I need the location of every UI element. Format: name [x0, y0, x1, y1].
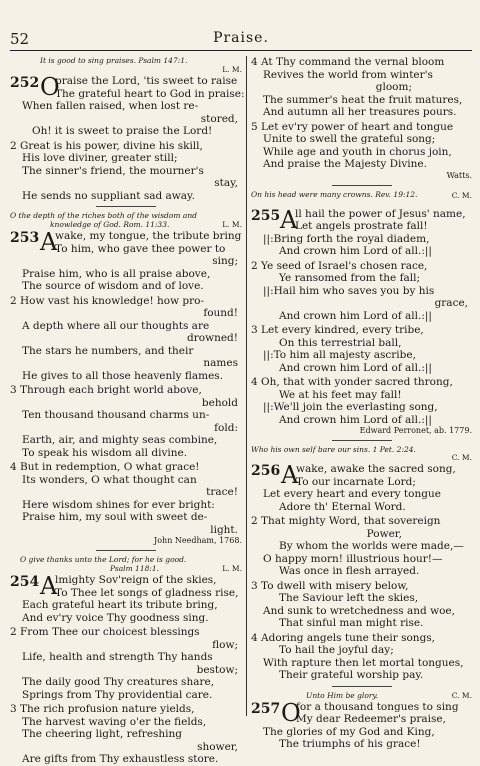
hymn-255-caption: On his head were many crowns. Rev. 19:12.: [251, 189, 418, 199]
hymn-256-dropcap: A: [281, 461, 299, 489]
hymn-252-meter: L. M.: [222, 65, 242, 74]
left-column: [10, 56, 245, 766]
hymn-separator: [332, 440, 392, 441]
verse-line: for a thousand tongues to sing: [296, 700, 459, 713]
verse-line: drowned!: [187, 332, 238, 344]
verse-line: Praise him, who is all praise above,: [22, 267, 211, 280]
hymn-254-verse-2: [10, 626, 242, 701]
verse-line: The glories of my God and King,: [263, 725, 435, 738]
hymn-254-meter: L. M.: [222, 564, 242, 573]
hymn-253-author: John Needham, 1768.: [154, 536, 242, 545]
verse-line: The cheering light, refreshing: [22, 728, 183, 740]
hymn-253-verse-4: [10, 461, 242, 536]
hymn-254-verse-4: [251, 56, 472, 119]
verse-line: light.: [210, 523, 238, 536]
hymn-255-verse-4: [251, 376, 472, 426]
hymn-256: [251, 445, 472, 682]
verse-line: He sends no suppliant sad away.: [22, 189, 195, 202]
hymn-257-verse-1: [251, 698, 472, 751]
hymn-separator: [332, 185, 392, 186]
verse-line: stored,: [200, 112, 238, 125]
verse-line: The Saviour left the skies,: [279, 592, 419, 604]
verse-line: Let angels prostrate fall!: [295, 220, 428, 232]
verse-line: trace!: [206, 486, 238, 498]
hymn-254-author: Watts.: [446, 170, 472, 180]
caption-text: knowledge of God. Rom. 11:33.: [50, 220, 170, 229]
verse-line: And ev'ry voice Thy goodness sing.: [22, 611, 209, 624]
verse-line: Was once in flesh arrayed.: [279, 565, 420, 577]
hymn-255-meter: C. M.: [451, 190, 472, 200]
hymn-255-verse-1: [251, 205, 472, 258]
hymn-257-meter: C. M.: [451, 690, 472, 700]
verse-line: 4 But in redemption, O what grace!: [10, 461, 200, 473]
verse-line: A depth where all our thoughts are: [22, 319, 210, 332]
verse-line: behold: [201, 396, 238, 409]
hymn-separator: [332, 686, 392, 687]
verse-line: And sunk to wretchedness and woe,: [263, 604, 455, 617]
hymn-255: [251, 190, 472, 437]
verse-line: To speak his wisdom all divine.: [22, 446, 188, 459]
hymn-253-dropcap: A: [40, 228, 58, 256]
right-column: [251, 56, 472, 751]
verse-line: Praise him, my soul with sweet de-: [22, 511, 208, 523]
hymn-separator: [96, 206, 156, 207]
verse-line: And crown him Lord of all.:||: [279, 309, 432, 322]
verse-line: Are gifts from Thy exhaustless store.: [22, 753, 219, 765]
verse-line: sing;: [212, 255, 238, 267]
verse-line: shower,: [197, 740, 238, 753]
hymn-254-number: 254: [10, 574, 40, 590]
hymn-252-dropcap: O: [40, 73, 60, 101]
verse-line: 5 Let ev'ry power of heart and tongue: [251, 120, 454, 133]
verse-line: And crown him Lord of all.:||: [279, 413, 432, 426]
verse-line: Here wisdom shines for ever bright:: [22, 498, 215, 511]
hymn-254-verse-5: [251, 121, 472, 171]
verse-line: ||:Hail him who saves you by his: [263, 284, 435, 297]
verse-line: The harvest waving o'er the fields,: [22, 715, 207, 728]
hymn-256-number: 256: [251, 463, 281, 479]
verse-line: The stars he numbers, and their: [22, 344, 194, 357]
verse-line: Oh! it is sweet to praise the Lord!: [32, 125, 213, 137]
verse-line: 2 From Thee our choicest blessings: [10, 626, 200, 638]
hymn-255-verse-3: [251, 324, 472, 374]
hymn-257-dropcap: O: [281, 698, 301, 727]
verse-line: My dear Redeemer's praise,: [296, 713, 446, 725]
hymn-separator: [96, 550, 156, 551]
verse-line: ||:Bring forth the royal diadem,: [263, 232, 430, 245]
verse-line: wake, my tongue, the tribute bring: [55, 230, 242, 242]
hymn-257: [251, 691, 472, 751]
verse-line: O happy morn! illustrious hour!—: [263, 552, 443, 565]
column-divider: [246, 56, 247, 716]
caption-text: It is good to sing praises. Psalm 147:1.: [40, 56, 188, 65]
verse-line: bestow;: [196, 663, 238, 676]
verse-line: 4 Oh, that with yonder sacred throng,: [251, 376, 453, 388]
verse-line: When fallen raised, when lost re-: [22, 100, 199, 112]
hymn-256-meter: C. M.: [451, 453, 472, 462]
verse-line: That sinful man might rise.: [279, 617, 424, 629]
verse-line: To Thee let songs of gladness rise,: [55, 586, 239, 599]
verse-line: 4 Adoring angels tune their songs,: [251, 631, 436, 644]
hymn-256-verse-3: [251, 580, 472, 630]
verse-line: lmighty Sov'reign of the skies,: [55, 574, 217, 586]
verse-line: Ye ransomed from the fall;: [279, 272, 421, 284]
verse-line: Ten thousand thousand charms un-: [22, 409, 210, 421]
verse-line: names: [203, 357, 238, 369]
verse-line: 2 That mighty Word, that sovereign: [251, 515, 441, 527]
verse-line: Adore th' Eternal Word.: [279, 500, 406, 513]
page-header: [10, 30, 472, 50]
verse-line: To our incarnate Lord;: [296, 475, 416, 488]
hymn-256-verse-1: [251, 463, 472, 513]
verse-line: Life, health and strength Thy hands: [22, 651, 213, 663]
caption-text: Unto Him be glory.: [306, 690, 379, 700]
verse-line: ll hail the power of Jesus' name,: [295, 207, 466, 220]
hymn-256-verse-2: [251, 515, 472, 578]
verse-line: His love diviner, greater still;: [22, 152, 178, 164]
verse-line: Let every heart and every tongue: [263, 488, 441, 500]
verse-line: praise the Lord, 'tis sweet to raise: [55, 75, 238, 87]
hymn-254-dropcap: A: [40, 572, 58, 600]
hymn-253: [10, 211, 242, 546]
hymn-252: [10, 56, 245, 202]
hymn-253-meter: L. M.: [222, 220, 242, 229]
hymn-254-verse-1: [10, 574, 242, 624]
hymn-253-verse-2: [10, 295, 242, 383]
hymn-257-number: 257: [251, 700, 281, 717]
verse-line: ||:To him all majesty ascribe,: [263, 349, 416, 361]
verse-line: And praise the Majesty Divine.: [263, 158, 427, 170]
hymn-255-dropcap: A: [280, 205, 298, 234]
verse-line: 4 At Thy command the vernal bloom: [251, 56, 445, 68]
verse-line: And crown him Lord of all.:||: [279, 361, 432, 374]
page-title: Praise.: [213, 30, 269, 46]
verse-line: 2 How vast his knowledge! how pro-: [10, 294, 205, 307]
verse-line: 3 To dwell with misery below,: [251, 579, 409, 592]
hymn-254-continued: [251, 56, 472, 181]
hymn-253-number: 253: [10, 230, 40, 246]
verse-line: The summer's heat the fruit matures,: [263, 93, 463, 106]
verse-line: On this terrestrial ball,: [279, 336, 402, 349]
verse-line: Its wonders, O what thought can: [22, 473, 197, 486]
hymn-252-verse-1: [10, 73, 245, 138]
verse-line: Power,: [366, 527, 402, 540]
verse-line: stay,: [214, 177, 238, 189]
verse-line: We at his feet may fall!: [279, 388, 402, 401]
hymn-255-verse-2: [251, 260, 472, 323]
hymn-254-caption-1: O give thanks unto the Lord; for he is good.: [20, 555, 187, 564]
caption-text: Psalm 118:1.: [110, 564, 160, 573]
verse-line: gloom;: [375, 81, 412, 93]
verse-line: The grateful heart to God in praise:: [55, 87, 245, 100]
hymn-254-verse-3: [10, 703, 242, 766]
verse-line: To hail the joyful day;: [279, 644, 394, 656]
verse-line: The sinner's friend, the mourner's: [22, 164, 204, 177]
verse-line: To him, who gave thee power to: [55, 242, 226, 255]
hymn-256-verse-4: [251, 632, 472, 682]
verse-line: 3 The rich profusion nature yields,: [10, 703, 195, 715]
verse-line: 2 Great is his power, divine his skill,: [10, 139, 203, 152]
verse-line: Their grateful worship pay.: [279, 669, 424, 681]
verse-line: 3 Let every kindred, every tribe,: [251, 324, 424, 336]
verse-line: The triumphs of his grace!: [279, 738, 421, 750]
hymn-255-author: Edward Perronet, ab. 1779.: [359, 426, 472, 435]
verse-line: Springs from Thy providential care.: [22, 688, 213, 701]
hymn-253-caption-1: O the depth of the riches both of the wisdom and: [10, 211, 197, 220]
verse-line: Revives the world from winter's: [263, 68, 433, 81]
hymn-253-verse-1: [10, 230, 242, 293]
verse-line: By whom the worlds were made,—: [279, 540, 464, 552]
verse-line: ||:We'll join the everlasting song,: [263, 401, 438, 413]
verse-line: And autumn all her treasures pours.: [263, 106, 457, 118]
header-rule: [10, 50, 472, 51]
verse-line: The daily good Thy creatures share,: [22, 676, 215, 688]
verse-line: found!: [203, 307, 238, 319]
verse-line: Unite to swell the grateful song;: [263, 133, 436, 145]
hymn-256-caption: Who his own self bare our sins. 1 Pet. 2:24.: [251, 445, 416, 454]
verse-line: He gives to all those heavenly flames.: [22, 369, 224, 382]
page-number: 52: [10, 30, 30, 48]
verse-line: The source of wisdom and of love.: [22, 280, 204, 292]
verse-line: wake, awake the sacred song,: [296, 463, 456, 475]
verse-line: While age and youth in chorus join,: [263, 145, 452, 158]
verse-line: grace,: [434, 297, 468, 309]
verse-line: 3 Through each bright world above,: [10, 384, 202, 396]
verse-line: 2 Ye seed of Israel's chosen race,: [251, 259, 428, 272]
hymn-252-caption: [10, 56, 242, 65]
hymn-252-number: 252: [10, 75, 40, 91]
verse-line: And crown him Lord of all.:||: [279, 245, 432, 257]
verse-line: Earth, air, and mighty seas combine,: [22, 434, 218, 446]
hymn-255-number: 255: [251, 207, 281, 224]
verse-line: Each grateful heart its tribute bring,: [22, 599, 218, 611]
hymn-252-verse-2: [10, 140, 242, 203]
hymn-253-verse-3: [10, 384, 242, 459]
verse-line: fold:: [214, 421, 238, 434]
verse-line: With rapture then let mortal tongues,: [263, 656, 464, 669]
hymn-254: [10, 555, 242, 766]
verse-line: flow;: [212, 638, 238, 651]
